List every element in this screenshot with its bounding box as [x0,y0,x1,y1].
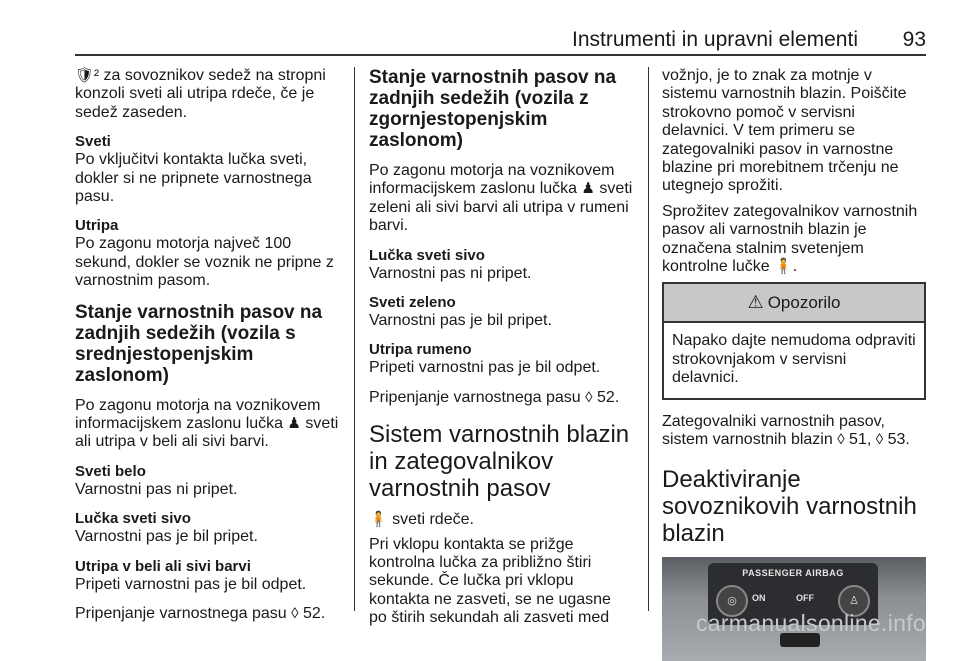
trigger-text: Sprožitev zategovalnikov varnostnih pasov ali varnostnih blazin je označena stalnim svetenjem kontrolne lučke 🧍. [662,202,918,276]
warning-header [664,284,924,323]
utripa-bs-text: Pripeti varnostni pas je bil odpet. [75,575,307,593]
page-number: 93 [902,28,926,51]
passenger-airbag-photo [662,557,926,661]
column-2 [369,67,633,628]
seatbelt-ref: Pripenjanje varnostnega pasu ◊ 52. [75,605,326,623]
passenger-airbag-label: PASSENGER AIRBAG [742,567,844,578]
passenger-icon: ♙ [838,585,870,617]
header-title: Instrumenti in upravni elementi [572,28,858,51]
sveti-sivo-heading: Lučka sveti sivo [75,510,191,528]
airbag-on-label: ON [752,592,766,603]
page-reference-icon: ◊ [585,388,593,406]
airbag-system-text: Pri vklopu kontakta se prižge kontrolna lučka za približno štiri sekunde. Če lučka pri vklopu kontakta ne zasveti, se ne ugasne po štirih sekundah ali zasveti med [369,535,611,627]
indicator-row [716,585,870,613]
airbag-ref-line1: Zategovalniki varnostnih pasov, [662,412,885,430]
seated-person-icon: ♟ [287,415,301,433]
utripa-rumeno-text: Pripeti varnostni pas je bil odpet. [369,359,601,377]
airbag-off-label: OFF [796,592,814,603]
airbag-warning-light-text: 🧍 sveti rdeče. [369,511,474,529]
deactivate-airbag-heading: Deaktiviranje sovoznikovih varnostnih blazin [662,465,917,547]
utripa-text: Po zagonu motorja največ 100 sekund, dokler se voznik ne pripne z varnostnim pasom. [75,235,334,290]
page-reference-icon: ◊ [875,431,884,449]
seatbelt-reminder-icon: 🛡² [75,67,100,84]
page-reference-icon: ◊ [291,605,299,623]
warning-box [662,282,926,399]
sveti-sivo-heading: Lučka sveti sivo [369,246,485,264]
seatbelt-ref: Pripenjanje varnostnega pasu ◊ 52. [369,388,620,406]
sveti-sivo-text: Varnostni pas je bil pripet. [75,528,258,546]
column-3 [662,67,926,661]
rear-seatbelt-mid-text: Po zagonu motorja na voznikovem informacijskem zaslonu lučka ♟ sveti ali utripa v beli ali sivi barvi. [75,396,339,451]
utripa-bs-heading: Utripa v beli ali sivi barvi [75,557,251,575]
page-reference-icon: ◊ [837,431,845,449]
warning-title: Opozorilo [767,293,841,313]
header-rule [75,54,926,56]
rear-seatbelt-upper-text: Po zagonu motorja na voznikovem informacijskem zaslonu lučka ♟ sveti zeleni ali sivi barvi ali utripa v rumeni barvi. [369,162,633,235]
column-divider-1 [354,67,355,611]
passenger-seatbelt-paragraph: 🛡² za sovoznikov sedež na stropni konzoli sveti ali utripa rdeče, če je sedež zaseden. [75,67,326,121]
column-divider-2 [648,67,649,611]
seated-person-icon: ♟ [581,180,595,198]
column-1 [75,67,347,624]
airbag-warning-icon: 🧍 [774,258,793,276]
sveti-zeleno-text: Varnostni pas je bil pripet. [369,312,552,330]
sveti-sivo-text: Varnostni pas ni pripet. [369,264,532,282]
sveti-belo-text: Varnostni pas ni pripet. [75,480,238,498]
airbag-system-heading: Sistem varnostnih blazin in zategovalnikov varnostnih pasov [369,421,630,503]
utripa-heading: Utripa [75,217,119,235]
page-header [75,20,926,56]
airbag-ref-line2: sistem varnostnih blazin ◊ 51, ◊ 53. [662,431,910,449]
sveti-heading: Sveti [75,133,111,151]
airbag-system-continued: vožnjo, je to znak za motnje v sistemu varnostnih blazin. Poiščite strokovno pomoč v servisni delavnici. V tem primeru se zategovalniki pasov in varnostne blazine pri morebitnem trčenju ne utegnejo sprožiti. [662,67,907,195]
sveti-belo-heading: Sveti belo [75,462,146,480]
rear-seatbelt-mid-heading: Stanje varnostnih pasov na zadnjih sedežih (vozila s srednjestopenjskim zaslonom) [75,301,323,386]
seatbelt-indicator-icon: ◎ [716,585,748,617]
watermark: carmanualsonline.info [695,610,926,636]
airbag-warning-icon: 🧍 [369,511,388,529]
rear-seatbelt-upper-heading: Stanje varnostnih pasov na zadnjih sedežih (vozila z zgornjestopenjskim zaslonom) [369,67,617,151]
warning-body: Napako dajte nemudoma odpraviti strokovnjakom v servisni delavnici. [672,332,916,387]
utripa-rumeno-heading: Utripa rumeno [369,341,472,359]
warning-triangle-icon: ⚠ [747,292,764,313]
sveti-zeleno-heading: Sveti zeleno [369,294,456,312]
sveti-text: Po vključitvi kontakta lučka sveti, dokler si ne pripnete varnostnega pasu. [75,151,312,206]
